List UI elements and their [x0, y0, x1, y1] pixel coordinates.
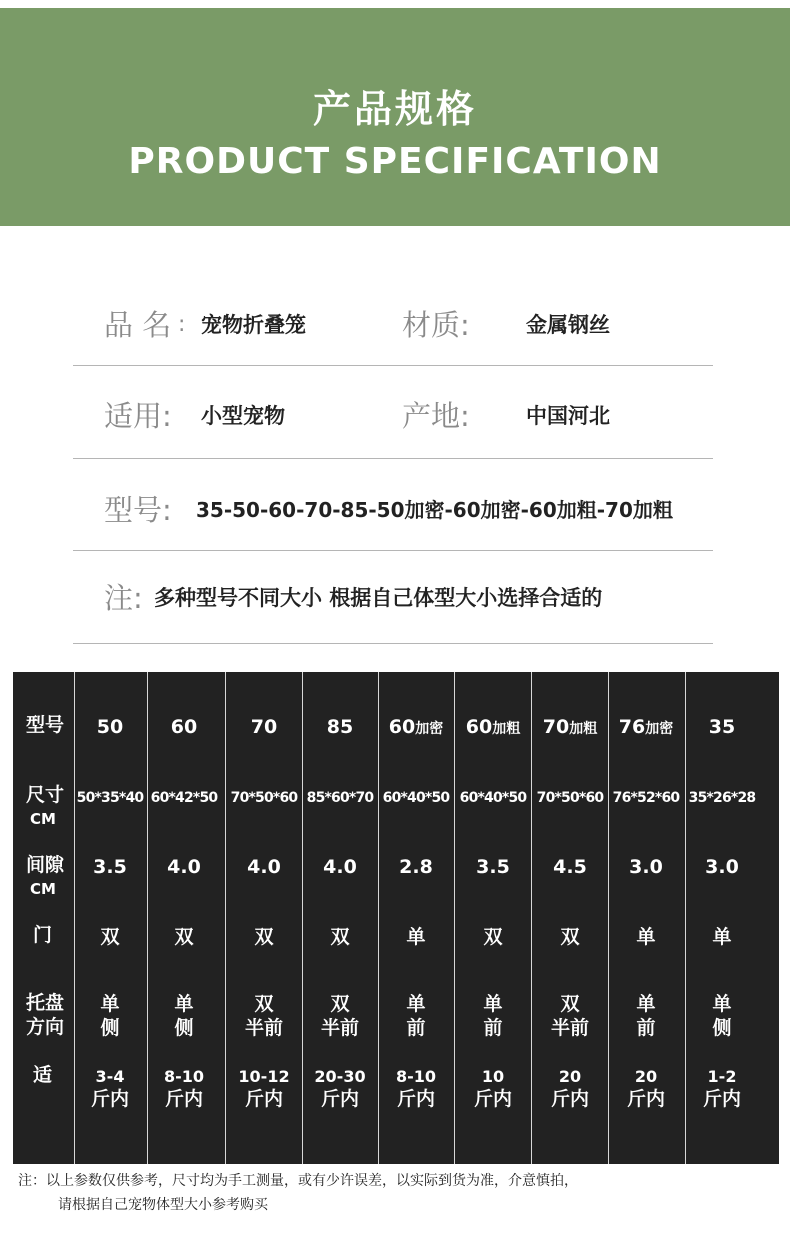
table-cell-size: 70*50*60	[536, 790, 604, 806]
row-header-size: 尺寸	[26, 784, 65, 806]
table-cell-fit-2: 斤内	[164, 1088, 203, 1110]
table-cell-fit-2: 斤内	[626, 1088, 665, 1110]
use-label: 适用:	[104, 399, 172, 433]
material-label: 材质:	[402, 308, 470, 342]
table-cell-model	[685, 716, 759, 739]
note-label: 注:	[104, 581, 143, 615]
model-number: 60	[465, 716, 493, 738]
table-cell-door: 双	[330, 926, 350, 948]
table-cell-tray-1: 单	[712, 993, 732, 1015]
table-cell-gap: 3.5	[476, 856, 510, 878]
table-cell-door: 单	[636, 926, 656, 948]
table-cell-fit-2: 斤内	[320, 1088, 359, 1110]
table-cell-tray-2: 前	[636, 1017, 656, 1039]
name-value: 宠物折叠笼	[201, 313, 306, 337]
model-suffix: 加密	[645, 721, 674, 737]
table-cell-fit-2: 斤内	[244, 1088, 283, 1110]
table-cell-door: 单	[712, 926, 732, 948]
name-label: 品 名	[104, 308, 172, 342]
model-label: 型号:	[104, 493, 172, 527]
table-cell-size: 50*35*40	[76, 790, 144, 806]
table-cell-model	[73, 716, 147, 739]
model-suffix: 加粗	[492, 721, 521, 737]
table-cell-fit-1: 20-30	[314, 1067, 366, 1086]
spec-divider	[73, 365, 713, 366]
table-cell-size: 60*40*50	[459, 790, 527, 806]
table-cell-tray-1: 单	[174, 993, 194, 1015]
table-cell-model	[609, 716, 683, 741]
table-cell-size: 60*40*50	[382, 790, 450, 806]
table-cell-tray-2: 侧	[712, 1017, 732, 1039]
table-cell-gap: 4.0	[247, 856, 281, 878]
table-cell-tray-1: 单	[483, 993, 503, 1015]
table-cell-fit-1: 3-4	[95, 1067, 125, 1086]
table-cell-size: 70*50*60	[230, 790, 298, 806]
table-cell-size: 35*26*28	[688, 790, 756, 806]
material-value: 金属钢丝	[526, 313, 610, 337]
model-number: 60	[388, 716, 416, 738]
table-cell-tray-1: 单	[406, 993, 426, 1015]
column-separator	[454, 672, 455, 1164]
model-number: 76	[618, 716, 646, 738]
row-header-tray-direction: 方向	[26, 1016, 65, 1038]
use-value: 小型宠物	[201, 404, 285, 428]
spec-divider	[73, 458, 713, 459]
spec-row-use-origin	[0, 396, 790, 436]
table-cell-fit-2: 斤内	[702, 1088, 741, 1110]
table-cell-tray-1: 双	[254, 993, 274, 1015]
header-banner	[0, 8, 790, 226]
table-cell-door: 双	[100, 926, 120, 948]
spec-table	[13, 672, 779, 1164]
table-cell-door: 双	[483, 926, 503, 948]
table-cell-model	[379, 716, 453, 741]
spec-row-note	[0, 578, 790, 618]
table-cell-gap: 3.5	[93, 856, 127, 878]
model-number: 85	[326, 716, 354, 738]
table-cell-tray-2: 半前	[320, 1017, 359, 1039]
spec-divider	[73, 550, 713, 551]
table-cell-tray-1: 双	[330, 993, 350, 1015]
table-cell-fit-2: 斤内	[90, 1088, 129, 1110]
table-cell-model	[147, 716, 221, 739]
table-cell-tray-2: 半前	[244, 1017, 283, 1039]
footer-note-line-1: 注：以上参数仅供参考，尺寸均为手工测量，或有少许误差，以实际到货为准，介意慎拍，	[18, 1173, 578, 1189]
table-cell-model	[227, 716, 301, 739]
table-cell-door: 双	[560, 926, 580, 948]
model-number: 50	[96, 716, 124, 738]
row-header-door: 门	[33, 924, 53, 946]
spec-row-model	[0, 490, 790, 530]
table-cell-fit-1: 20	[558, 1067, 582, 1086]
table-cell-fit-1: 10	[481, 1067, 505, 1086]
row-header-size-unit: CM	[30, 810, 56, 828]
origin-label: 产地:	[402, 399, 470, 433]
table-cell-size: 76*52*60	[612, 790, 680, 806]
table-cell-fit-1: 8-10	[163, 1067, 205, 1086]
table-cell-tray-2: 侧	[174, 1017, 194, 1039]
table-cell-door: 双	[254, 926, 274, 948]
table-cell-gap: 2.8	[399, 856, 433, 878]
model-number: 70	[250, 716, 278, 738]
spec-divider	[73, 643, 713, 644]
table-cell-size: 60*42*50	[150, 790, 218, 806]
model-value: 35-50-60-70-85-50加密-60加密-60加粗-70加粗	[196, 498, 673, 522]
name-colon: :	[178, 312, 186, 337]
table-cell-tray-1: 单	[100, 993, 120, 1015]
table-cell-tray-2: 侧	[100, 1017, 120, 1039]
model-number: 35	[708, 716, 736, 738]
column-separator	[225, 672, 226, 1164]
row-header-fit: 适	[33, 1064, 53, 1086]
page-title-cn: 产品规格	[312, 87, 477, 131]
row-header-gap: 间隙	[26, 854, 65, 876]
column-separator	[531, 672, 532, 1164]
table-cell-fit-1: 20	[634, 1067, 658, 1086]
table-cell-tray-1: 双	[560, 993, 580, 1015]
note-value: 多种型号不同大小 根据自己体型大小选择合适的	[154, 586, 603, 610]
row-header-model: 型号	[26, 714, 65, 736]
table-cell-gap: 4.0	[167, 856, 201, 878]
table-cell-size: 85*60*70	[306, 790, 374, 806]
table-cell-fit-1: 1-2	[707, 1067, 737, 1086]
table-cell-gap: 4.5	[553, 856, 587, 878]
table-cell-gap: 3.0	[705, 856, 739, 878]
footer-note-line-2: 请根据自己宠物体型大小参考购买	[58, 1197, 268, 1213]
model-number: 60	[170, 716, 198, 738]
table-cell-model	[456, 716, 530, 741]
origin-value: 中国河北	[526, 404, 610, 428]
table-cell-gap: 4.0	[323, 856, 357, 878]
table-cell-fit-1: 8-10	[395, 1067, 437, 1086]
page-title-en: PRODUCT SPECIFICATION	[128, 141, 662, 182]
model-number: 70	[542, 716, 570, 738]
table-cell-fit-1: 10-12	[238, 1067, 290, 1086]
table-cell-fit-2: 斤内	[550, 1088, 589, 1110]
table-cell-tray-2: 前	[406, 1017, 426, 1039]
table-cell-model	[303, 716, 377, 739]
table-cell-tray-1: 单	[636, 993, 656, 1015]
table-cell-model	[533, 716, 607, 741]
table-cell-tray-2: 半前	[550, 1017, 589, 1039]
table-cell-gap: 3.0	[629, 856, 663, 878]
model-suffix: 加粗	[569, 721, 598, 737]
table-cell-tray-2: 前	[483, 1017, 503, 1039]
table-cell-fit-2: 斤内	[396, 1088, 435, 1110]
row-header-tray: 托盘	[26, 992, 65, 1014]
table-cell-fit-2: 斤内	[473, 1088, 512, 1110]
table-cell-door: 单	[406, 926, 426, 948]
model-suffix: 加密	[415, 721, 444, 737]
table-cell-door: 双	[174, 926, 194, 948]
row-header-gap-unit: CM	[30, 880, 56, 898]
spec-row-name-material	[0, 305, 790, 345]
